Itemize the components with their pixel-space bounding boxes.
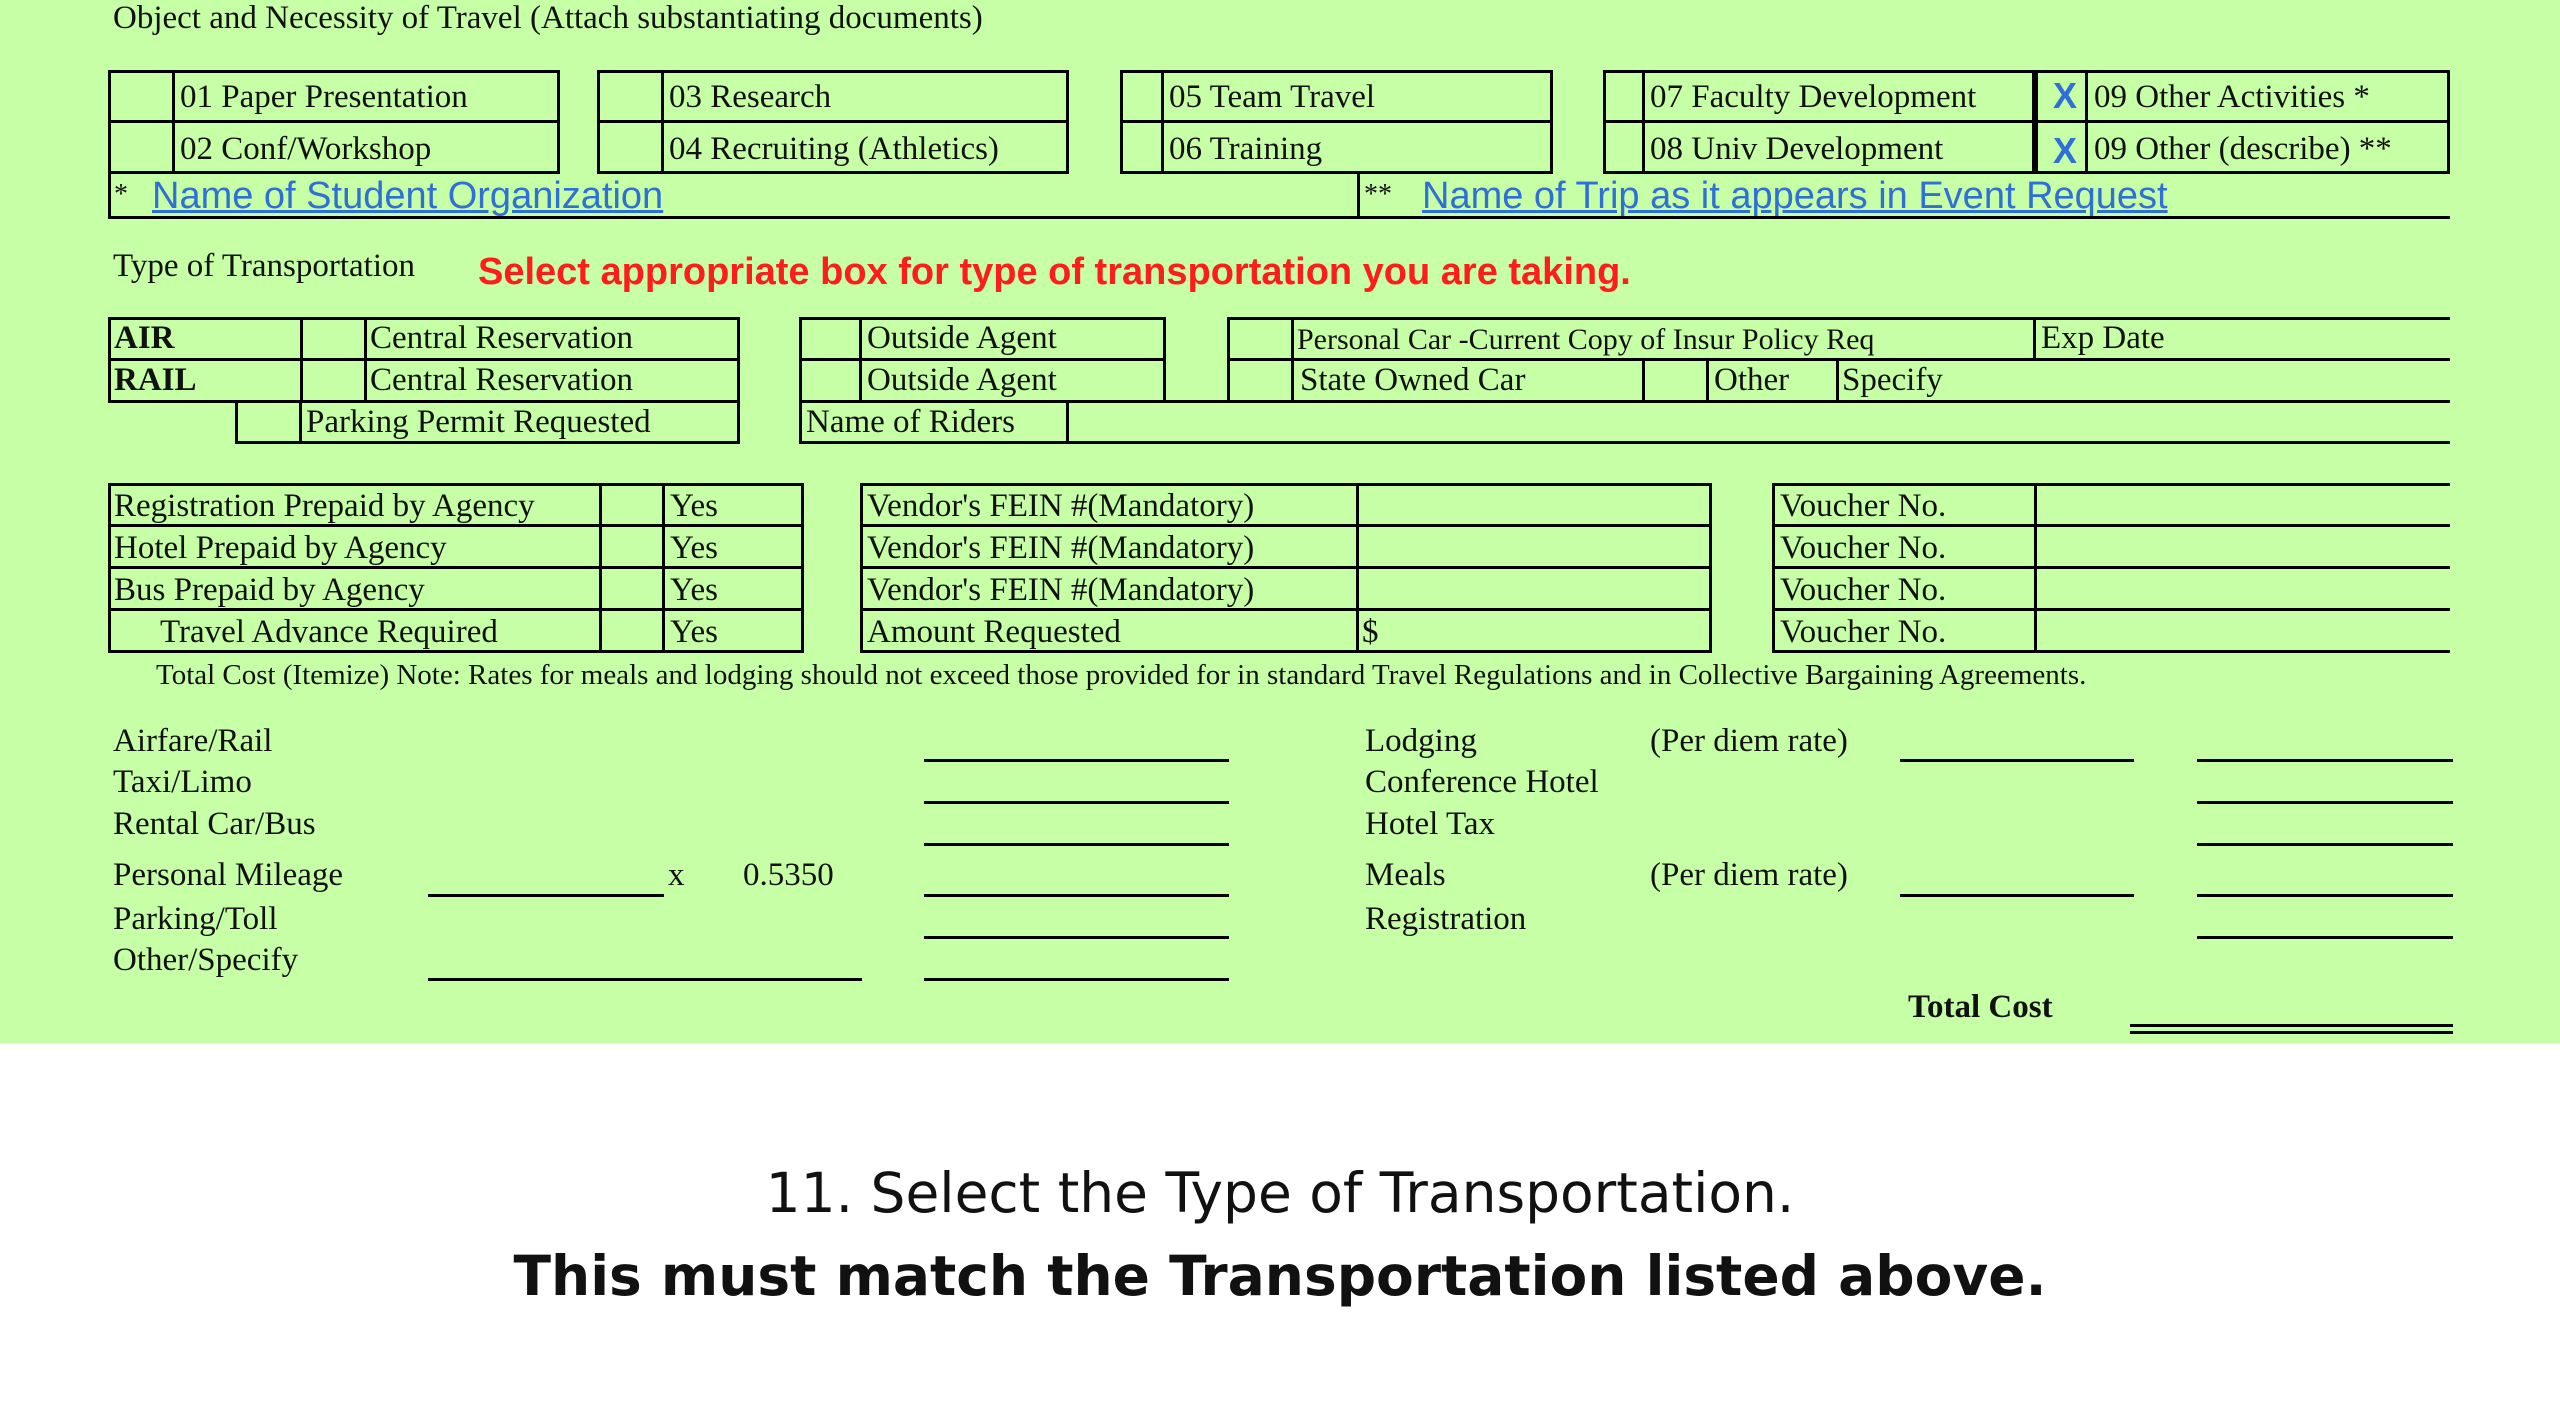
transport-label: Type of Transportation bbox=[113, 248, 416, 284]
state-car-label: State Owned Car bbox=[1300, 362, 1526, 398]
rail-central-checkbox[interactable] bbox=[303, 361, 364, 400]
student-org-name[interactable]: Name of Student Organization bbox=[152, 175, 664, 217]
prepaid-bus-yes: Yes bbox=[670, 572, 719, 608]
vendor-fein-3-label: Vendor's FEIN #(Mandatory) bbox=[867, 572, 1255, 608]
voucher-1-input[interactable] bbox=[2037, 486, 2450, 524]
cost-registration-label: Registration bbox=[1365, 901, 1527, 937]
step-caption: 11. Select the Type of Transportation. bbox=[765, 1161, 1795, 1225]
hotel-tax-amount[interactable] bbox=[2197, 843, 2453, 846]
amount-requested-label: Amount Requested bbox=[867, 614, 1121, 650]
name-of-riders-label: Name of Riders bbox=[806, 404, 1015, 440]
purpose-06-label: 06 Training bbox=[1169, 131, 1323, 167]
rail-label: RAIL bbox=[114, 362, 197, 398]
voucher-3-label: Voucher No. bbox=[1780, 572, 1947, 608]
outside-agent-1: Outside Agent bbox=[867, 320, 1057, 356]
vendor-fein-3-input[interactable] bbox=[1359, 569, 1709, 608]
voucher-4-input[interactable] bbox=[2037, 611, 2450, 650]
mileage-x: x bbox=[668, 857, 685, 893]
other-label: Other bbox=[1714, 362, 1790, 398]
purpose-08-label: 08 Univ Development bbox=[1650, 131, 1944, 167]
prepaid-registration-yes: Yes bbox=[670, 488, 719, 524]
other-specify-input[interactable] bbox=[428, 978, 862, 981]
central-reservation-2: Central Reservation bbox=[370, 362, 634, 398]
vendor-fein-2-input[interactable] bbox=[1359, 527, 1709, 566]
cost-conference-hotel-label: Conference Hotel bbox=[1365, 764, 1599, 800]
parking-amount[interactable] bbox=[924, 936, 1229, 939]
personal-car-label: Personal Car -Current Copy of Insur Policy Req bbox=[1297, 323, 1875, 356]
step-note: This must match the Transportation listed above. bbox=[513, 1244, 2047, 1308]
prepaid-hotel-label: Hotel Prepaid by Agency bbox=[114, 530, 447, 566]
airfare-amount[interactable] bbox=[924, 759, 1229, 762]
purpose-04-label: 04 Recruiting (Athletics) bbox=[669, 131, 999, 167]
cost-hotel-tax-label: Hotel Tax bbox=[1365, 806, 1495, 842]
parking-permit-label: Parking Permit Requested bbox=[306, 404, 651, 440]
cost-other-label: Other/Specify bbox=[113, 942, 299, 978]
prepaid-registration-checkbox[interactable] bbox=[602, 486, 662, 524]
cost-mileage-label: Personal Mileage bbox=[113, 857, 344, 893]
voucher-4-label: Voucher No. bbox=[1780, 614, 1947, 650]
central-reservation-1: Central Reservation bbox=[370, 320, 634, 356]
object-header: Object and Necessity of Travel (Attach substantiating documents) bbox=[113, 0, 983, 36]
registration-amount[interactable] bbox=[2197, 936, 2453, 939]
exp-date-label: Exp Date bbox=[2041, 320, 2165, 356]
total-cost-amount[interactable] bbox=[2130, 1024, 2453, 1027]
personal-car-checkbox[interactable] bbox=[1230, 320, 1291, 358]
voucher-2-input[interactable] bbox=[2037, 527, 2450, 566]
voucher-3-input[interactable] bbox=[2037, 569, 2450, 608]
travel-advance-checkbox[interactable] bbox=[602, 611, 662, 650]
other-transport-checkbox[interactable] bbox=[1645, 361, 1706, 400]
parking-permit-checkbox[interactable] bbox=[238, 403, 299, 441]
prepaid-bus-label: Bus Prepaid by Agency bbox=[114, 572, 425, 608]
purpose-01-label: 01 Paper Presentation bbox=[180, 79, 468, 115]
lodging-per-diem: (Per diem rate) bbox=[1650, 723, 1848, 759]
amount-requested-input[interactable]: $ bbox=[1362, 614, 1379, 650]
rental-amount[interactable] bbox=[924, 843, 1229, 846]
purpose-04-checkbox[interactable] bbox=[600, 123, 661, 171]
purpose-08-checkbox[interactable] bbox=[1606, 123, 1642, 171]
name-of-riders-input[interactable] bbox=[1069, 403, 2450, 441]
outside-agent-1-checkbox[interactable] bbox=[802, 320, 859, 358]
total-cost-label: Total Cost bbox=[1908, 989, 2053, 1025]
travel-advance-label: Travel Advance Required bbox=[160, 614, 498, 650]
purpose-01-checkbox[interactable] bbox=[111, 73, 172, 120]
purpose-07-label: 07 Faculty Development bbox=[1650, 79, 1977, 115]
meals-per-diem: (Per diem rate) bbox=[1650, 857, 1848, 893]
purpose-03-label: 03 Research bbox=[669, 79, 832, 115]
purpose-09-label: 09 Other Activities * bbox=[2094, 79, 2370, 115]
check-mark-09b: X bbox=[2053, 130, 2078, 171]
vendor-fein-2-label: Vendor's FEIN #(Mandatory) bbox=[867, 530, 1255, 566]
check-mark-09: X bbox=[2053, 75, 2078, 116]
mileage-rate: 0.5350 bbox=[743, 857, 834, 893]
prepaid-hotel-yes: Yes bbox=[670, 530, 719, 566]
air-label: AIR bbox=[114, 320, 175, 356]
vendor-fein-1-input[interactable] bbox=[1359, 486, 1709, 524]
purpose-09b-label: 09 Other (describe) ** bbox=[2094, 131, 2392, 167]
note-star: * bbox=[114, 179, 128, 210]
cost-airfare-label: Airfare/Rail bbox=[113, 723, 273, 759]
purpose-05-label: 05 Team Travel bbox=[1169, 79, 1376, 115]
transport-instruction: Select appropriate box for type of transportation you are taking. bbox=[478, 251, 1631, 293]
purpose-02-checkbox[interactable] bbox=[111, 123, 172, 171]
lodging-amount[interactable] bbox=[2197, 759, 2453, 762]
taxi-amount[interactable] bbox=[924, 801, 1229, 804]
cost-parking-label: Parking/Toll bbox=[113, 901, 278, 937]
other-amount[interactable] bbox=[924, 978, 1229, 981]
voucher-1-label: Voucher No. bbox=[1780, 488, 1947, 524]
purpose-03-checkbox[interactable] bbox=[600, 73, 661, 120]
total-cost-amount-underline bbox=[2130, 1031, 2453, 1034]
cost-lodging-label: Lodging bbox=[1365, 723, 1477, 759]
cost-meals-label: Meals bbox=[1365, 857, 1446, 893]
meals-amount[interactable] bbox=[2197, 894, 2453, 897]
air-central-checkbox[interactable] bbox=[303, 320, 364, 358]
state-car-checkbox[interactable] bbox=[1230, 361, 1291, 400]
vendor-fein-1-label: Vendor's FEIN #(Mandatory) bbox=[867, 488, 1255, 524]
travel-advance-yes: Yes bbox=[670, 614, 719, 650]
purpose-05-checkbox[interactable] bbox=[1123, 73, 1161, 120]
cost-rental-label: Rental Car/Bus bbox=[113, 806, 316, 842]
cost-taxi-label: Taxi/Limo bbox=[113, 764, 252, 800]
specify-label: Specify bbox=[1842, 362, 1943, 398]
purpose-02-label: 02 Conf/Workshop bbox=[180, 131, 432, 167]
meals-rate-input[interactable] bbox=[1900, 894, 2134, 897]
purpose-07-checkbox[interactable] bbox=[1606, 73, 1642, 120]
note-double-star: ** bbox=[1364, 179, 1392, 210]
mileage-input[interactable] bbox=[428, 894, 664, 897]
trip-name[interactable]: Name of Trip as it appears in Event Request bbox=[1422, 175, 2168, 217]
outside-agent-2: Outside Agent bbox=[867, 362, 1057, 398]
total-cost-note: Total Cost (Itemize) Note: Rates for meals and lodging should not exceed those provided for in standard Travel Regulations and in Collective Bargaining Agreements. bbox=[156, 659, 2087, 691]
prepaid-bus-checkbox[interactable] bbox=[602, 569, 662, 608]
prepaid-hotel-checkbox[interactable] bbox=[602, 527, 662, 566]
voucher-2-label: Voucher No. bbox=[1780, 530, 1947, 566]
mileage-amount[interactable] bbox=[924, 894, 1229, 897]
conference-hotel-amount[interactable] bbox=[2197, 801, 2453, 804]
outside-agent-2-checkbox[interactable] bbox=[802, 361, 859, 400]
lodging-rate-input[interactable] bbox=[1900, 759, 2134, 762]
prepaid-registration-label: Registration Prepaid by Agency bbox=[114, 488, 535, 524]
purpose-06-checkbox[interactable] bbox=[1123, 123, 1161, 171]
